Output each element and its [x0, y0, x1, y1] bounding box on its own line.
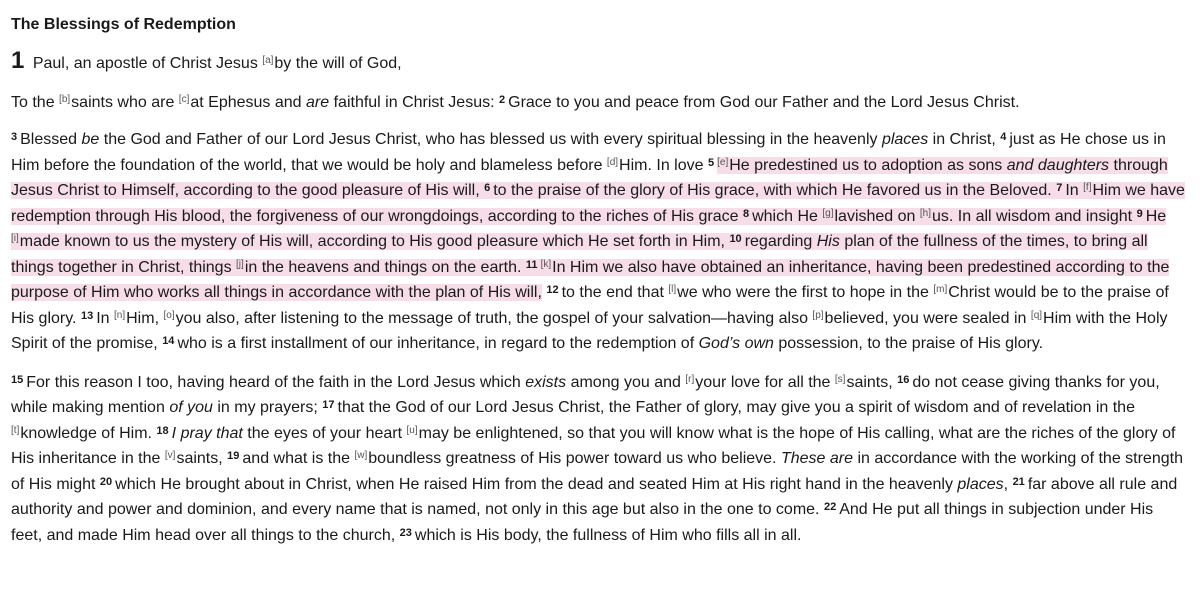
footnote-n[interactable]: [ $^n$ ] [114, 310, 125, 321]
footnote-c[interactable]: [ $^c$ ] [179, 94, 190, 105]
verse-text: to the praise of the glory of His grace, with which He favored us in the Beloved. [493, 182, 1052, 199]
verse-number-13: 13 [80, 309, 94, 322]
verse-number-8: 8 [742, 207, 750, 220]
verse-text: possession, to the praise of His glory. [778, 335, 1044, 352]
footnote-k[interactable]: [ $^k$ ] [541, 259, 552, 270]
verse-text: saints, [176, 450, 223, 467]
verse-number-10: 10 [729, 233, 742, 245]
verse-text: , [1003, 475, 1009, 493]
italic-text: and daughters [1006, 156, 1110, 174]
verse-text: in my prayers; [217, 399, 318, 416]
verse-text: He [1145, 207, 1167, 225]
italic-text: are [306, 93, 330, 111]
section-heading: The Blessings of Redemption [11, 16, 236, 33]
italic-text: places [957, 475, 1004, 493]
verse-text: boundless greatness of His power toward us who believe. [368, 450, 777, 467]
verse-text: the eyes of your heart [247, 424, 403, 442]
paragraph-4 [11, 370, 1188, 549]
paragraph-2 [11, 90, 1188, 116]
verse-text: your love for all the [695, 373, 831, 391]
verse-text: And He put all things in subjection under His feet, and made Him head over all things to the church, [11, 501, 1154, 544]
verse-text: just as He chose us in Him before the foundation of the world, that we would be holy and blameless before [11, 131, 1166, 174]
verse-text: In [1065, 182, 1079, 199]
verse-text: which is His body, the fullness of Him who fills all in all. [414, 526, 802, 544]
verse-text: To the [11, 93, 55, 111]
verse-text: Him with the Holy Spirit of the promise, [11, 309, 1168, 352]
verse-number-9: 9 [1136, 207, 1143, 220]
verse-number-17: 17 [322, 399, 335, 411]
verse-text: in Christ, [932, 131, 996, 148]
verse-text: Him, [126, 309, 160, 327]
verse-text: that the God of our Lord Jesus Christ, the Father of glory, may give you a spirit of wisdom and of revelation in the [337, 399, 1135, 416]
verse-text: in the heavens and things on the earth. [244, 258, 522, 276]
verse-number-2: 2 [499, 93, 506, 106]
verse-text: who is a first installment of our inheritance, in regard to the redemption of [177, 335, 695, 352]
footnote-g[interactable]: [ $^g$ ] [822, 208, 833, 219]
verse-text: which He brought about in Christ, when He raised Him from the dead and seated Him at His right hand in the heavenly [115, 475, 953, 493]
verse-number-14: 14 [162, 335, 175, 347]
footnote-j[interactable]: [ $^j$ ] [236, 259, 244, 270]
verse-text: far above all rule and authority and power and dominion, and every name that is named, not only in this age but also in the one to come. [11, 475, 1178, 518]
verse-text: which He [752, 207, 818, 225]
verse-text: saints who are [71, 93, 175, 111]
verse-number-15: 15 [11, 373, 24, 386]
verse-text: made known to us the mystery of His will, according to His good pleasure which He set forth in Him, [19, 233, 725, 250]
paragraph-1 [11, 48, 1188, 77]
italic-text: exists [525, 373, 567, 391]
chapter-number: 1 [11, 47, 25, 74]
verse-text: may be enlightened, so that you will know what is the hope of His calling, what are the riches of the glory of His inheritance in the [11, 424, 1176, 467]
verse-text: Paul, an apostle of Christ Jesus [32, 55, 258, 72]
footnote-a[interactable]: [ $^a$ ] [262, 55, 273, 66]
paragraph-3 [11, 127, 1188, 357]
italic-text: His [816, 233, 840, 250]
footnote-f[interactable]: [ $^f$ ] [1083, 182, 1091, 193]
verse-number-6: 6 [484, 182, 491, 194]
verse-number-12: 12 [546, 284, 559, 296]
verse-text: regarding [744, 233, 813, 250]
italic-text: places [881, 131, 929, 148]
verse-text: Grace to you and peace from God our Father and the Lord Jesus Christ. [508, 93, 1020, 111]
verse-text: through Jesus Christ to Himself, according to the good pleasure of His will, [11, 156, 1168, 199]
footnote-b[interactable]: [ $^b$ ] [59, 94, 70, 105]
verse-text: do not cease giving thanks for you, while making mention [11, 373, 1160, 416]
verse-text: we who were the first to hope in the [677, 284, 929, 301]
verse-text: to the end that [561, 284, 664, 301]
footnote-l[interactable]: [ $^l$ ] [668, 284, 676, 295]
verse-text: Him. In love [619, 156, 704, 174]
footnote-v[interactable]: [ $^v$ ] [165, 450, 176, 461]
verse-text: faithful in Christ Jesus: [333, 93, 495, 111]
italic-text: of you [169, 399, 213, 416]
verse-text: He predestined us to adoption as sons [729, 156, 1003, 174]
verse-text: Christ would be to the praise of His glory. [11, 284, 1169, 327]
verse-number-22: 22 [823, 501, 837, 513]
verse-text: In [96, 309, 110, 327]
verse-number-3: 3 [11, 131, 18, 143]
footnote-e[interactable]: [ $^e$ ] [717, 157, 728, 168]
verse-number-4: 4 [1000, 131, 1007, 143]
verse-number-21: 21 [1012, 475, 1025, 488]
verse-number-23: 23 [399, 526, 412, 539]
footnote-q[interactable]: [ $^q$ ] [1031, 310, 1042, 321]
verse-text: knowledge of Him. [20, 424, 152, 442]
verse-text: by the will of God, [274, 55, 402, 72]
italic-text: be [81, 131, 100, 148]
verse-text: the God and Father of our Lord Jesus Christ, who has blessed us with every spiritual blessing in the heavenly [103, 131, 878, 148]
verse-text: Him we have redemption through His blood, the forgiveness of our wrongdoings, according to the riches of His grace [11, 182, 1185, 225]
highlighted-passage[interactable] [11, 157, 1185, 302]
verse-text: you also, after listening to the message of truth, the gospel of your salvation—having also [175, 309, 808, 327]
footnote-o[interactable]: [ $^o$ ] [163, 310, 174, 321]
footnote-d[interactable]: [ $^d$ ] [607, 157, 618, 168]
italic-text: I pray that [171, 424, 243, 442]
footnote-p[interactable]: [ $^p$ ] [812, 310, 823, 321]
footnote-r[interactable]: [ $^r$ ] [685, 374, 694, 385]
verse-text: among you and [570, 373, 681, 391]
verse-number-18: 18 [156, 424, 169, 437]
footnote-t[interactable]: [ $^t$ ] [11, 425, 19, 436]
verse-text: plan of the fullness of the times, to bring all things together in Christ, things [11, 233, 1148, 276]
verse-text: us. In all wisdom and insight [932, 207, 1133, 225]
footnote-s[interactable]: [ $^s$ ] [835, 374, 846, 385]
verse-number-7: 7 [1056, 182, 1063, 194]
verse-number-16: 16 [897, 373, 910, 386]
footnote-h[interactable]: [ $^h$ ] [920, 208, 931, 219]
footnote-u[interactable]: [ $^u$ ] [407, 425, 418, 436]
verse-number-20: 20 [99, 475, 113, 488]
verse-text: believed, you were sealed in [824, 309, 1027, 327]
verse-text: saints, [846, 373, 893, 391]
verse-text: For this reason I too, having heard of the faith in the Lord Jesus which [26, 373, 521, 391]
verse-text: Blessed [20, 131, 78, 148]
italic-text: God’s own [698, 335, 774, 352]
verse-number-11: 11 [525, 258, 538, 271]
verse-number-19: 19 [227, 450, 240, 462]
verse-number-5: 5 [707, 156, 715, 169]
footnote-m[interactable]: [ $^m$ ] [933, 284, 947, 295]
verse-text: lavished on [834, 207, 916, 225]
footnote-i[interactable]: [ $^i$ ] [11, 233, 19, 244]
verse-text: and what is the [242, 450, 351, 467]
verse-text: at Ephesus and [190, 93, 302, 111]
italic-text: These are [780, 450, 853, 467]
footnote-w[interactable]: [ $^w$ ] [354, 450, 367, 461]
verse-text: in accordance with the working of the strength of His might [11, 450, 1183, 493]
verse-text: In Him we also have obtained an inheritance, having been predestined according to the purpose of Him who works all things in accordance with the plan of His will, [11, 258, 1170, 301]
